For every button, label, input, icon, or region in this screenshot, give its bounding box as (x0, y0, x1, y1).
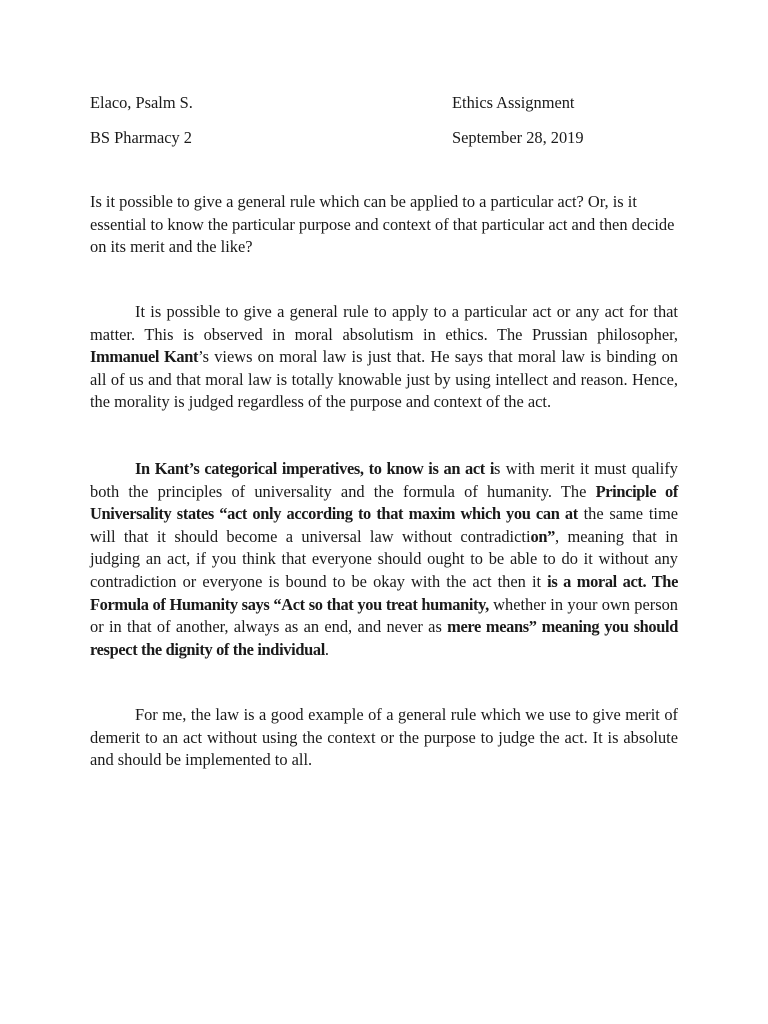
para2-text-1: s with merit it must qualify both the principles of universality and the formula of humanity. The (90, 459, 678, 501)
para2-bold-4: is a moral act. The Formula of Humanity says “Act so that you treat humanity, (90, 571, 679, 614)
para2-text-5: . (324, 639, 330, 659)
assignment-date: September 28, 2019 (452, 128, 584, 147)
para1-text-2: ’s views on moral law is just that. He says that moral law is binding on all of us and that moral law is totally knowable just by using intellect and reason. Hence, the morality is judged regardless of the purpose and context of the act. (90, 347, 678, 412)
para2-text-3: , meaning that in judging an act, if you think that everyone should ought to be able to do it without any contradiction or everyone is bound to be okay with the act then it (90, 526, 678, 591)
para2-bold-5: mere means” meaning you should respect the dignity of the individual (90, 617, 678, 659)
paragraph-2 (90, 458, 678, 661)
question-paragraph: Is it possible to give a general rule which can be applied to a particular act? Or, is it essential to know the particular purpose and context of that particular act and then decide on its merit and the like? (90, 192, 675, 257)
assignment-title: Ethics Assignment (452, 93, 575, 112)
para2-text-2: the same time will that it should become a universal law without contradicti (90, 504, 678, 546)
para2-bold-1: In Kant’s categorical imperatives, to know is an act i (135, 459, 495, 478)
student-course: BS Pharmacy 2 (90, 128, 192, 147)
para2-bold-3: on” (530, 526, 555, 546)
paragraph-1 (90, 301, 678, 414)
para2-text-4: whether in your own person or in that of another, always as an end, and never as (90, 594, 678, 637)
para2-bold-2: Principle of Universality states “act only according to that maxim which you can at (90, 481, 678, 524)
student-name: Elaco, Psalm S. (90, 93, 193, 112)
para1-text-1: It is possible to give a general rule to apply to a particular act or any act for that matter. This is observed in moral absolutism in ethics. The Prussian philosopher, (90, 302, 678, 344)
paragraph-3: For me, the law is a good example of a general rule which we use to give merit of demerit to an act without using the context or the purpose to judge the act. It is absolute and should be implemented to all. (90, 705, 678, 770)
para1-bold-1: Immanuel Kant (90, 347, 199, 367)
